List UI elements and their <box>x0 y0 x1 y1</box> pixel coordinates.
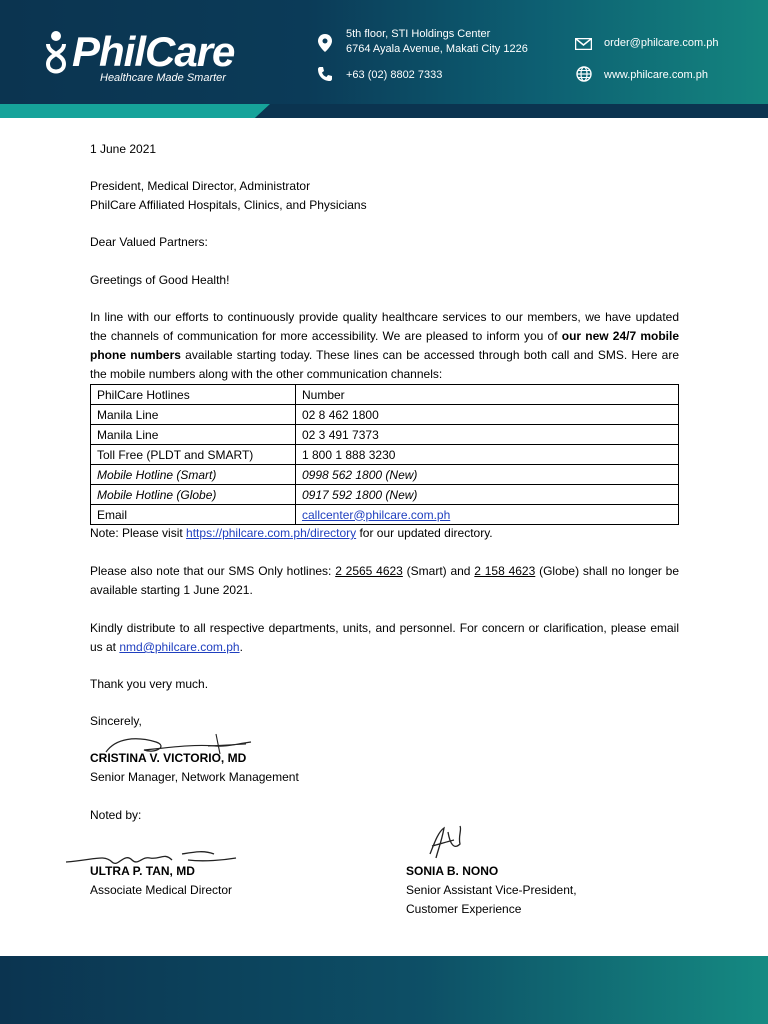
phone-number: +63 (02) 8802 7333 <box>346 69 443 81</box>
paragraph-sms-text-c: (Globe) shall no longer be available starting 1 June 2021. <box>90 564 680 597</box>
hotline-number: 02 3 491 7373 <box>296 425 679 445</box>
hotline-name: Manila Line <box>91 425 296 445</box>
table-row <box>91 505 679 525</box>
table-row <box>91 405 679 425</box>
paragraph-sms-text-b: (Smart) and <box>402 564 475 578</box>
hotline-number: 1 800 1 888 3230 <box>296 445 679 465</box>
brand-name: PhilCare <box>72 28 235 75</box>
signer3-name: SONIA B. NONO <box>406 864 499 878</box>
table-row <box>91 485 679 505</box>
signature-nono <box>424 824 464 864</box>
phone-icon <box>317 66 333 82</box>
hotline-name: Mobile Hotline (Smart) <box>91 465 296 485</box>
signer2-title: Associate Medical Director <box>90 883 233 897</box>
paragraph-intro-bold: our new 24/7 mobile phone numbers <box>90 329 679 362</box>
directory-note-text-a: Note: Please visit <box>90 526 187 540</box>
table-row <box>91 445 679 465</box>
hotline-name: Manila Line <box>91 405 296 425</box>
sms-number-globe: 2 158 4623 <box>474 564 536 578</box>
letterhead-header <box>0 0 768 118</box>
hotlines-table <box>90 384 679 525</box>
address-line-1: 5th floor, STI Holdings Center <box>346 28 491 40</box>
table-row <box>91 425 679 445</box>
signer1-title: Senior Manager, Network Management <box>90 770 299 784</box>
letterhead-footer <box>0 956 768 1024</box>
paragraph-sms-text-a: Please also note that our SMS Only hotlines: <box>90 564 336 578</box>
hotline-email-cell <box>296 505 679 525</box>
directory-link[interactable]: https://philcare.com.ph/directory <box>186 526 357 540</box>
table-row <box>91 465 679 485</box>
paragraph-intro <box>90 308 679 384</box>
signer1-name: CRISTINA V. VICTORIO, MD <box>90 751 247 765</box>
paragraph-distribute-text-b: . <box>239 640 243 654</box>
email-address: order@philcare.com.ph <box>604 37 719 49</box>
address <box>346 27 528 57</box>
sms-number-smart: 2 2565 4623 <box>335 564 403 578</box>
paragraph-distribute-text-a: Kindly distribute to all respective departments, units, and personnel. For concern or clarification, please email us at <box>90 621 679 654</box>
hotline-number: 02 8 462 1800 <box>296 405 679 425</box>
thank-you: Thank you very much. <box>90 677 209 691</box>
recipient-line-1: President, Medical Director, Administrator <box>90 179 311 193</box>
greeting: Greetings of Good Health! <box>90 273 230 287</box>
hotline-name: Mobile Hotline (Globe) <box>91 485 296 505</box>
website: www.philcare.com.ph <box>604 69 708 81</box>
paragraph-sms <box>90 562 679 600</box>
noted-by: Noted by: <box>90 808 142 822</box>
directory-note <box>90 524 679 543</box>
table-header-row <box>91 385 679 405</box>
callcenter-email-link[interactable]: callcenter@philcare.com.ph <box>302 507 451 522</box>
paragraph-distribute <box>90 619 679 657</box>
header-accent-stripe <box>0 104 270 118</box>
hotline-name: Email <box>91 505 296 525</box>
nmd-email-link[interactable]: nmd@philcare.com.ph <box>119 640 240 654</box>
directory-note-text-b: for our updated directory. <box>356 526 493 540</box>
signer2-name: ULTRA P. TAN, MD <box>90 864 195 878</box>
table-header-hotlines: PhilCare Hotlines <box>91 385 296 405</box>
table-header-number: Number <box>296 385 679 405</box>
hotline-name: Toll Free (PLDT and SMART) <box>91 445 296 465</box>
salutation: Dear Valued Partners: <box>90 235 208 249</box>
envelope-icon <box>575 38 592 50</box>
closing: Sincerely, <box>90 714 142 728</box>
location-pin-icon <box>318 34 332 52</box>
hotline-number: 0917 592 1800 (New) <box>296 485 679 505</box>
letter-date: 1 June 2021 <box>90 142 157 156</box>
hotline-number: 0998 562 1800 (New) <box>296 465 679 485</box>
brand-tagline: Healthcare Made Smarter <box>100 72 226 84</box>
paragraph-intro-text-b: available starting today. These lines can be accessed through both call and SMS. Here are the mobile numbers along with the other communication channels: <box>90 348 679 381</box>
recipient-line-2: PhilCare Affiliated Hospitals, Clinics, and Physicians <box>90 198 367 212</box>
signer3-title-line-1: Senior Assistant Vice-President, <box>406 883 577 897</box>
address-line-2: 6764 Ayala Avenue, Makati City 1226 <box>346 43 528 55</box>
philcare-logo-icon <box>44 30 68 80</box>
globe-icon <box>576 66 592 82</box>
paragraph-intro-text-a: In line with our efforts to continuously provide quality healthcare services to our members, we have updated the channels of communication for more accessibility. We are pleased to inform you of <box>90 310 679 343</box>
signer3-title-line-2: Customer Experience <box>406 902 522 916</box>
